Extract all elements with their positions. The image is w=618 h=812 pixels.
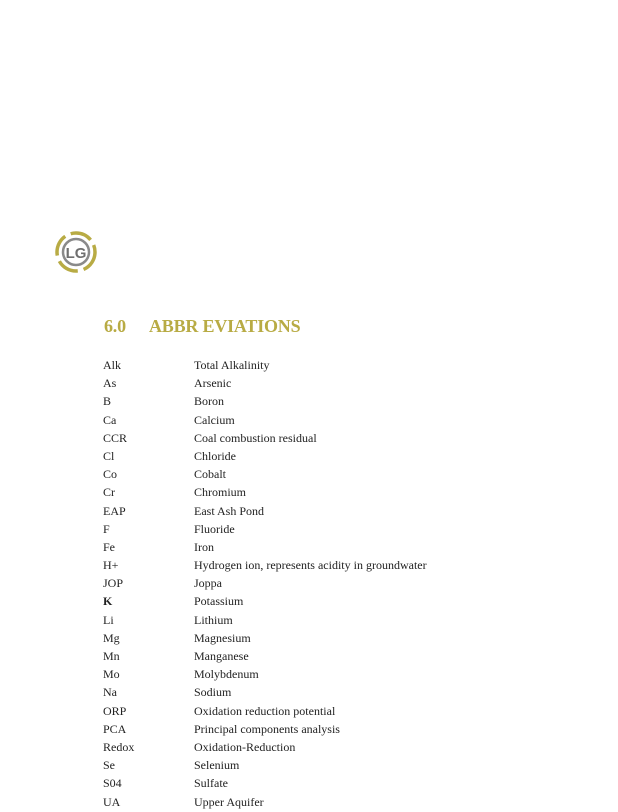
- list-item: [103, 721, 573, 739]
- definition: Manganese: [194, 649, 249, 663]
- list-item: [103, 703, 573, 721]
- definition: Calcium: [194, 412, 235, 427]
- definition: Principal components analysis: [194, 721, 340, 736]
- abbreviation: F: [103, 521, 110, 536]
- list-item: [103, 539, 573, 557]
- definition: Sulfate: [194, 776, 228, 791]
- abbreviation: CCR: [103, 430, 128, 445]
- definition: Oxidation reduction potential: [194, 703, 336, 718]
- section-heading: [104, 316, 300, 337]
- abbreviation: Cl: [103, 448, 115, 463]
- definition: Boron: [194, 394, 224, 409]
- list-item: [103, 794, 573, 812]
- definition: East Ash Pond: [194, 503, 265, 518]
- abbreviation: ORP: [103, 703, 127, 718]
- abbreviation: K: [103, 594, 113, 609]
- definition: Iron: [194, 539, 214, 554]
- list-item: [103, 666, 573, 684]
- abbreviation: Fe: [103, 539, 115, 554]
- list-item: [103, 775, 573, 793]
- list-item: [103, 430, 573, 448]
- list-item: [103, 521, 573, 539]
- section-number: 6.0: [104, 316, 126, 336]
- list-item: [103, 684, 573, 702]
- abbreviation: Mn: [103, 649, 120, 663]
- definition: Oxidation-Reduction: [194, 739, 296, 754]
- list-item: [103, 357, 573, 375]
- abbreviation: Redox: [103, 739, 135, 754]
- definition: Chloride: [194, 448, 236, 463]
- list-item: [103, 612, 573, 630]
- list-item: [103, 648, 573, 666]
- abbreviation: Ca: [103, 412, 117, 427]
- definition: Cobalt: [194, 467, 226, 482]
- definition: Chromium: [194, 485, 247, 500]
- definition: Lithium: [194, 612, 233, 627]
- abbreviation: Li: [103, 612, 114, 627]
- definition: Fluoride: [194, 521, 235, 536]
- abbreviation: PCA: [103, 721, 127, 736]
- definition: Coal combustion residual: [194, 430, 317, 445]
- definition: Magnesium: [194, 630, 251, 645]
- abbreviation: Cr: [103, 485, 115, 500]
- abbreviation: UA: [103, 794, 121, 809]
- definition: Joppa: [194, 576, 222, 591]
- abbreviation: As: [103, 376, 117, 391]
- definition: Total Alkalinity: [194, 358, 270, 372]
- definition: Molybdenum: [194, 667, 259, 682]
- list-item: [103, 503, 573, 521]
- abbreviations-list: [103, 357, 573, 812]
- abbreviation: Mg: [103, 630, 120, 645]
- list-item: [103, 412, 573, 430]
- list-item: [103, 557, 573, 575]
- list-item: [103, 739, 573, 757]
- list-item: [103, 466, 573, 484]
- abbreviation: Se: [103, 758, 115, 773]
- abbreviation: Mo: [103, 667, 120, 682]
- abbreviation: Alk: [103, 358, 121, 372]
- list-item: [103, 375, 573, 393]
- list-item: [103, 484, 573, 502]
- definition: Potassium: [194, 594, 244, 609]
- list-item: [103, 630, 573, 648]
- abbreviation: EAP: [103, 503, 126, 518]
- company-logo: [54, 230, 98, 274]
- definition: Selenium: [194, 758, 240, 773]
- list-item: [103, 393, 573, 411]
- abbreviation: JOP: [103, 576, 124, 591]
- logo-letters: LG: [65, 245, 87, 262]
- list-item: [103, 757, 573, 775]
- list-item: [103, 575, 573, 593]
- abbreviation: S04: [103, 776, 122, 791]
- abbreviation: H+: [103, 558, 119, 573]
- definition: Upper Aquifer: [194, 794, 264, 809]
- abbreviation: Co: [103, 467, 118, 482]
- list-item: [103, 448, 573, 466]
- list-item: [103, 593, 573, 611]
- definition: Hydrogen ion, represents acidity in groundwater: [194, 558, 427, 573]
- definition: Arsenic: [194, 376, 232, 391]
- section-title: ABBR EVIATIONS: [149, 316, 301, 336]
- abbreviation: Na: [103, 685, 117, 700]
- definition: Sodium: [194, 685, 232, 700]
- abbreviation: B: [103, 394, 112, 409]
